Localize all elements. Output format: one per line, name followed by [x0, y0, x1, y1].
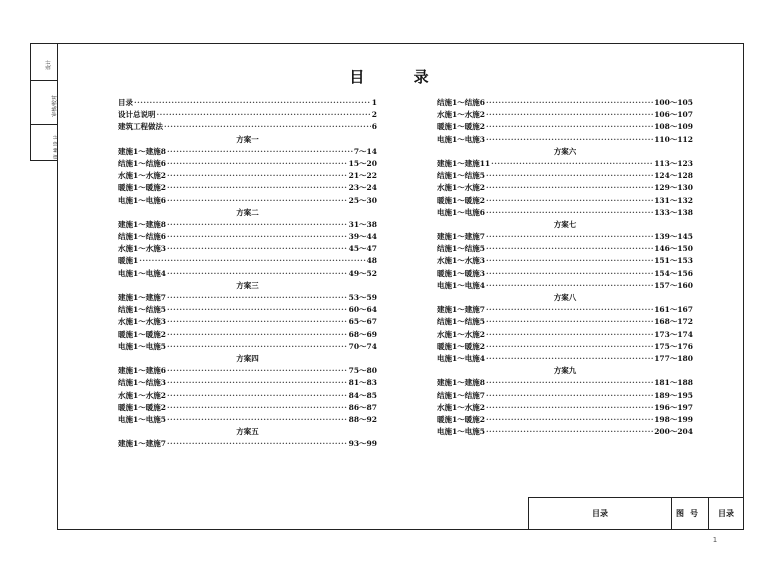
- toc-entry: [118, 195, 377, 207]
- approval-strip: [30, 43, 58, 161]
- leader-dots: [167, 317, 348, 326]
- toc-entry-page: 48: [366, 256, 377, 266]
- toc-entry-label: 水施1～水施2: [118, 390, 166, 400]
- toc-entry-label: 建施1～建施7: [118, 439, 166, 449]
- toc-entry-page: 124～128: [654, 171, 693, 181]
- toc-entry-label: 暖施1～暖施2: [118, 329, 166, 339]
- toc-entry-page: 84～85: [348, 390, 377, 400]
- leader-dots: [167, 232, 348, 241]
- toc-entry: [437, 390, 693, 402]
- toc-entry-page: 93～99: [348, 439, 377, 449]
- scheme-heading: 方案六: [553, 146, 577, 156]
- toc-entry-label: 结施1～结施5: [118, 305, 166, 315]
- toc-entry: [118, 402, 377, 414]
- leader-dots: [486, 110, 653, 119]
- toc-entry: [437, 402, 693, 414]
- toc-entry-page: 23～24: [348, 183, 377, 193]
- toc-entry-page: 198～199: [654, 414, 693, 424]
- toc-entry: [437, 109, 693, 121]
- toc-entry-page: 200～204: [654, 427, 693, 437]
- toc-entry: [118, 231, 377, 243]
- toc-entry-label: 暖施1～暖施2: [437, 341, 485, 351]
- leader-dots: [486, 281, 653, 290]
- toc-entry-label: 水施1～水施3: [118, 244, 166, 254]
- leader-dots: [486, 171, 653, 180]
- toc-entry-label: 电施1～电施5: [437, 427, 485, 437]
- toc-entry-page: 6: [371, 122, 377, 132]
- toc-entry-page: 31～38: [348, 219, 377, 229]
- leader-dots: [486, 183, 653, 192]
- toc-entry: [118, 414, 377, 426]
- toc-entry: [437, 170, 693, 182]
- toc-entry: [437, 195, 693, 207]
- leader-dots: [167, 244, 348, 253]
- scheme-heading: 方案五: [236, 427, 259, 437]
- toc-entry-label: 暖施1: [118, 256, 139, 266]
- leader-dots: [167, 391, 348, 400]
- toc-entry: [437, 97, 693, 109]
- toc-entry-page: 157～160: [654, 280, 693, 290]
- leader-dots: [167, 305, 348, 314]
- toc-entry-label: 建施1～建施8: [118, 146, 166, 156]
- leader-dots: [486, 415, 653, 424]
- leader-dots: [134, 98, 371, 107]
- leader-dots: [486, 196, 653, 205]
- leader-dots: [167, 147, 353, 156]
- scheme-heading: 方案八: [553, 293, 577, 302]
- toc-entry-label: 结施1～结施6: [437, 98, 485, 107]
- toc-entry-label: 电施1～电施4: [437, 280, 485, 290]
- scheme-heading: 方案九: [553, 366, 577, 376]
- toc-entry-label: 建施1～建施7: [118, 293, 166, 302]
- toc-entry-label: 电施1～电施3: [437, 134, 485, 144]
- toc-entry: [118, 329, 377, 341]
- approval-cell: [31, 124, 60, 163]
- toc-entry-label: 暖施1～暖施2: [118, 183, 166, 193]
- toc-entry: [437, 231, 693, 243]
- toc-entry-page: 196～197: [654, 402, 693, 412]
- toc-entry-page: 60～64: [348, 305, 377, 315]
- toc-entry: [437, 426, 693, 438]
- toc-entry-label: 水施1～水施2: [437, 183, 485, 193]
- toc-entry: [118, 316, 377, 328]
- toc-entry-page: 133～138: [654, 207, 693, 217]
- toc-entry-label: 暖施1～暖施3: [437, 268, 485, 278]
- leader-dots: [167, 342, 348, 351]
- toc-entry-page: 2: [371, 110, 377, 120]
- leader-dots: [164, 122, 371, 131]
- toc-entry-label: 暖施1～暖施2: [437, 414, 485, 424]
- toc-entry-page: 7～14: [353, 146, 377, 156]
- leader-dots: [167, 269, 348, 278]
- toc-entry-page: 88～92: [348, 414, 377, 424]
- toc-entry-page: 189～195: [654, 390, 693, 400]
- toc-entry-label: 建施1～建施11: [437, 158, 491, 168]
- leader-dots: [486, 256, 653, 265]
- toc-entry: [118, 170, 377, 182]
- toc-entry-page: 65～67: [348, 317, 377, 327]
- leader-dots: [486, 232, 653, 241]
- toc-entry-label: 水施1～水施3: [437, 256, 485, 266]
- toc-entry-page: 154～156: [654, 268, 693, 278]
- toc-entry-page: 100～105: [654, 98, 693, 107]
- toc-entry-label: 电施1～电施4: [437, 353, 485, 363]
- toc-entry: [437, 280, 693, 292]
- leader-dots: [167, 330, 348, 339]
- toc-entry-label: 暖施1～暖施2: [118, 402, 166, 412]
- scheme-heading: 方案一: [236, 134, 259, 144]
- toc-entry-page: 75～80: [348, 366, 377, 376]
- toc-entry: [437, 414, 693, 426]
- leader-dots: [167, 439, 348, 448]
- toc-entry-page: 175～176: [654, 341, 693, 351]
- toc-entry-page: 25～30: [348, 195, 377, 205]
- leader-dots: [167, 159, 348, 168]
- toc-entry-label: 结施1～结施5: [437, 244, 485, 254]
- toc-entry-label: 电施1～电施6: [437, 207, 485, 217]
- toc-entry: [437, 268, 693, 280]
- toc-entry-page: 173～174: [654, 329, 693, 339]
- leader-dots: [486, 378, 653, 387]
- toc-entry-page: 168～172: [654, 317, 693, 327]
- toc-entry: [437, 134, 693, 146]
- leader-dots: [167, 293, 348, 302]
- leader-dots: [157, 110, 371, 119]
- toc-entry-page: 131～132: [654, 195, 693, 205]
- scheme-heading: 方案三: [236, 280, 259, 290]
- toc-entry-label: 电施1～电施6: [118, 195, 166, 205]
- toc-entry-page: 110～112: [654, 134, 693, 144]
- toc-entry: [118, 292, 377, 304]
- leader-dots: [486, 427, 653, 436]
- page-title: 目 录: [349, 68, 451, 86]
- toc-entry: [437, 353, 693, 365]
- leader-dots: [167, 196, 348, 205]
- scheme-heading: 方案七: [553, 219, 577, 229]
- title-block: [528, 497, 744, 530]
- toc-entry-page: 113～123: [654, 158, 693, 168]
- approval-label: 设计: [46, 59, 53, 71]
- toc-entry: [118, 146, 377, 158]
- toc-entry: [437, 243, 693, 255]
- toc-entry-page: 49～52: [348, 268, 377, 278]
- toc-entry: [437, 329, 693, 341]
- toc-entry-page: 86～87: [348, 402, 377, 412]
- toc-entry: [118, 438, 377, 450]
- toc-entry-page: 39～44: [348, 232, 377, 242]
- toc-entry-label: 水施1～水施2: [437, 329, 485, 339]
- toc-entry-page: 45～47: [348, 244, 377, 254]
- toc-entry: [118, 158, 377, 170]
- toc-entry-label: 结施1～结施6: [118, 232, 166, 242]
- toc-entry-page: 1: [371, 98, 377, 107]
- toc-entry: [118, 243, 377, 255]
- toc-entry-label: 建施1～建施7: [437, 305, 485, 315]
- scheme-heading: 方案二: [236, 207, 259, 217]
- toc-entry-page: 70～74: [348, 341, 377, 351]
- toc-entry: [437, 158, 693, 170]
- toc-entry-label: 建筑工程做法: [118, 122, 163, 132]
- toc-column-left: [118, 97, 377, 450]
- leader-dots: [486, 330, 653, 339]
- toc-entry-label: 电施1～电施4: [118, 268, 166, 278]
- toc-entry-label: 水施1～水施2: [437, 402, 485, 412]
- toc-entry: [437, 255, 693, 267]
- scheme-heading: 方案四: [236, 353, 259, 363]
- toc-entry-label: 水施1～水施3: [118, 317, 166, 327]
- toc-entry-label: 结施1～结施3: [118, 378, 166, 388]
- page-number: 1: [712, 536, 718, 544]
- leader-dots: [486, 403, 653, 412]
- toc-entry-label: 设计总说明: [118, 110, 156, 120]
- leader-dots: [139, 256, 365, 265]
- toc-entry: [437, 121, 693, 133]
- leader-dots: [167, 415, 348, 424]
- toc-entry-page: 181～188: [654, 378, 693, 388]
- leader-dots: [167, 378, 348, 387]
- toc-entry-page: 68～69: [348, 329, 377, 339]
- toc-entry: [118, 182, 377, 194]
- leader-dots: [486, 269, 653, 278]
- title-block-name: 目录: [529, 498, 672, 529]
- toc-column-right: [437, 97, 693, 438]
- toc-entry-label: 建施1～建施7: [437, 232, 485, 242]
- toc-entry: [118, 377, 377, 389]
- toc-entry-page: 177～180: [654, 353, 693, 363]
- leader-dots: [486, 122, 653, 131]
- toc-entry-page: 21～22: [348, 171, 377, 181]
- figure-number-label: 图号: [672, 498, 709, 529]
- leader-dots: [486, 342, 653, 351]
- toc-entry-label: 结施1～结施5: [437, 317, 485, 327]
- leader-dots: [486, 354, 653, 363]
- toc-entry-label: 目录: [118, 98, 133, 107]
- toc-entry-page: 151～153: [654, 256, 693, 266]
- toc-entry: [118, 365, 377, 377]
- toc-entry: [118, 219, 377, 231]
- toc-entry: [437, 341, 693, 353]
- leader-dots: [167, 183, 348, 192]
- toc-entry-label: 结施1～结施5: [437, 171, 485, 181]
- leader-dots: [486, 317, 653, 326]
- leader-dots: [486, 208, 653, 217]
- toc-entry-label: 建施1～建施6: [118, 366, 166, 376]
- toc-entry-page: 108～109: [654, 122, 693, 132]
- leader-dots: [486, 98, 653, 107]
- toc-entry-label: 建施1～建施8: [118, 219, 166, 229]
- leader-dots: [167, 366, 348, 375]
- toc-entry-page: 81～83: [348, 378, 377, 388]
- toc-entry-page: 139～145: [654, 232, 693, 242]
- approval-label: 审核/校对: [51, 95, 58, 117]
- leader-dots: [486, 391, 653, 400]
- toc-entry: [118, 390, 377, 402]
- leader-dots: [167, 220, 348, 229]
- toc-entry: [118, 255, 377, 267]
- toc-entry-label: 建施1～建施8: [437, 378, 485, 388]
- toc-entry-label: 结施1～结施6: [118, 158, 166, 168]
- leader-dots: [486, 305, 653, 314]
- toc-entry-page: 106～107: [654, 110, 693, 120]
- toc-entry-label: 水施1～水施2: [437, 110, 485, 120]
- toc-entry: [118, 97, 377, 109]
- toc-entry: [118, 304, 377, 316]
- toc-entry-label: 水施1～水施2: [118, 171, 166, 181]
- toc-entry: [437, 207, 693, 219]
- toc-entry: [118, 121, 377, 133]
- toc-entry-label: 电施1～电施5: [118, 341, 166, 351]
- leader-dots: [486, 135, 653, 144]
- toc-entry-page: 146～150: [654, 244, 693, 254]
- leader-dots: [491, 159, 653, 168]
- toc-entry-label: 结施1～结施7: [437, 390, 485, 400]
- leader-dots: [486, 244, 653, 253]
- approval-label: 审 核 设 计: [53, 134, 60, 160]
- toc-entry-label: 暖施1～暖施2: [437, 195, 485, 205]
- toc-entry: [118, 109, 377, 121]
- toc-entry: [437, 182, 693, 194]
- leader-dots: [167, 403, 348, 412]
- toc-entry-page: 161～167: [654, 305, 693, 315]
- toc-entry: [437, 377, 693, 389]
- toc-entry-page: 15～20: [348, 158, 377, 168]
- toc-entry: [118, 268, 377, 280]
- figure-number-value: 目录: [718, 508, 734, 518]
- leader-dots: [167, 171, 348, 180]
- toc-entry-page: 129～130: [654, 183, 693, 193]
- toc-entry: [437, 304, 693, 316]
- toc-entry-page: 53～59: [348, 293, 377, 302]
- toc-entry-label: 电施1～电施5: [118, 414, 166, 424]
- toc-entry: [118, 341, 377, 353]
- toc-entry: [437, 316, 693, 328]
- toc-entry-label: 暖施1～暖施2: [437, 122, 485, 132]
